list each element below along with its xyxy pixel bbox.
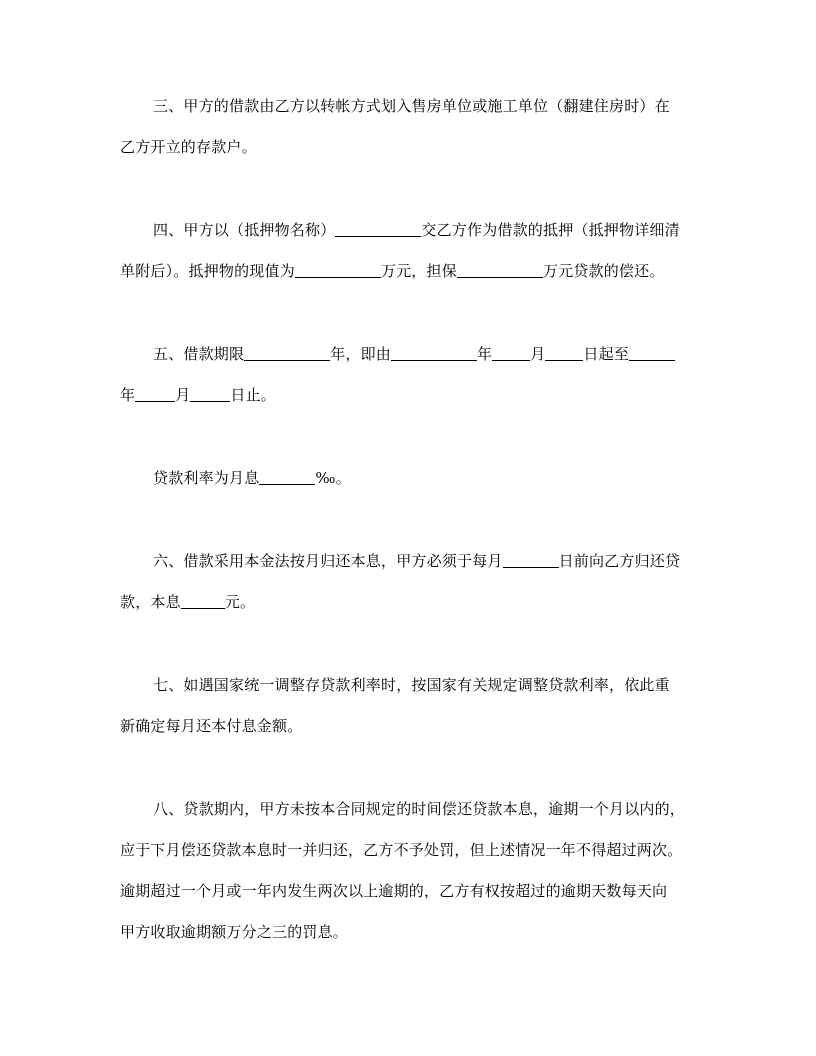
clause-6-text-3: 款，本息: [120, 593, 181, 611]
clause-7: [120, 665, 700, 747]
clause-5-line-1: [120, 334, 700, 375]
clause-8-line-4: [120, 912, 700, 953]
clause-8-text-2: 应于下月偿还贷款本息时一并归还，乙方不予处罚，但上述情况一年不得超过两次。: [120, 841, 683, 859]
clause-4-text-1: 四、甲方以（抵押物名称）: [153, 221, 336, 239]
clause-3-line-2: [120, 127, 700, 168]
clause-6-text-1: 六、借款采用本金法按月归还本息，甲方必须于每月: [153, 552, 503, 570]
interest-rate-line: [120, 458, 700, 499]
clause-6-line-2: [120, 582, 700, 623]
clause-8-line-2: [120, 830, 700, 871]
clause-6: [120, 541, 700, 623]
start-month-blank[interactable]: [492, 346, 530, 361]
clause-5-line-2: [120, 375, 700, 416]
repayment-day-blank[interactable]: [503, 553, 559, 568]
clause-4-text-3: 单附后）。抵押物的现值为: [120, 262, 295, 280]
clause-3-text-1: 三、甲方的借款由乙方以转帐方式划入售房单位或施工单位（翻建住房时）在: [153, 97, 670, 115]
start-day-blank[interactable]: [545, 346, 583, 361]
clause-3-line-1: [120, 86, 700, 127]
interest-rate-text-2: ‰。: [315, 469, 351, 487]
clause-7-line-2: [120, 706, 700, 747]
installment-amount-blank[interactable]: [181, 594, 225, 609]
clause-6-line-1: [120, 541, 700, 582]
clause-5-text-7: 月: [175, 386, 191, 404]
clause-8-text-1: 八、贷款期内，甲方未按本合同规定的时间偿还贷款本息，逾期一个月以内的，: [153, 800, 686, 818]
clause-8-text-3: 逾期超过一个月或一年内发生两次以上逾期的，乙方有权按超过的逾期天数每天向: [120, 882, 668, 900]
clause-5: [120, 334, 700, 416]
collateral-value-blank[interactable]: [295, 263, 381, 278]
end-year-blank-part1[interactable]: [629, 346, 675, 361]
clause-8: [120, 789, 700, 953]
clause-5-text-1: 五、借款期限: [153, 345, 245, 363]
guarantee-amount-blank[interactable]: [457, 263, 543, 278]
clause-4-text-2: 交乙方作为借款的抵押（抵押物详细清: [421, 221, 680, 239]
collateral-name-blank[interactable]: [335, 222, 421, 237]
clause-8-text-4: 甲方收取逾期额万分之三的罚息。: [120, 923, 349, 941]
clause-5-text-2: 年，即由: [330, 345, 392, 363]
clause-4-text-5: 万元贷款的偿还。: [542, 262, 665, 280]
end-day-blank[interactable]: [190, 387, 230, 402]
clause-4-text-4: 万元，担保: [380, 262, 457, 280]
interest-rate-text-1: 贷款利率为月息: [153, 469, 260, 487]
clause-5-text-6: 年: [120, 386, 136, 404]
clause-3: [120, 86, 700, 168]
monthly-rate-blank[interactable]: [259, 470, 315, 485]
clause-6-text-4: 元。: [224, 593, 256, 611]
clause-5-text-5: 日起至: [583, 345, 630, 363]
clause-8-line-1: [120, 789, 700, 830]
clause-4-line-2: [120, 251, 700, 292]
clause-7-text-2: 新确定每月还本付息金额。: [120, 717, 303, 735]
clause-3-text-2: 乙方开立的存款户。: [120, 138, 257, 156]
clause-5-text-8: 日止。: [230, 386, 277, 404]
loan-term-years-blank[interactable]: [244, 346, 330, 361]
clause-7-line-1: [120, 665, 700, 706]
clause-4: [120, 210, 700, 292]
start-year-blank[interactable]: [391, 346, 477, 361]
interest-rate-clause: [120, 458, 700, 499]
clause-5-text-4: 月: [530, 345, 546, 363]
clause-6-text-2: 日前向乙方归还贷: [558, 552, 681, 570]
clause-8-line-3: [120, 871, 700, 912]
clause-7-text-1: 七、如遇国家统一调整存贷款利率时，按国家有关规定调整贷款利率，依此重: [153, 676, 670, 694]
end-month-blank[interactable]: [135, 387, 175, 402]
clause-5-text-3: 年: [477, 345, 493, 363]
clause-4-line-1: [120, 210, 700, 251]
